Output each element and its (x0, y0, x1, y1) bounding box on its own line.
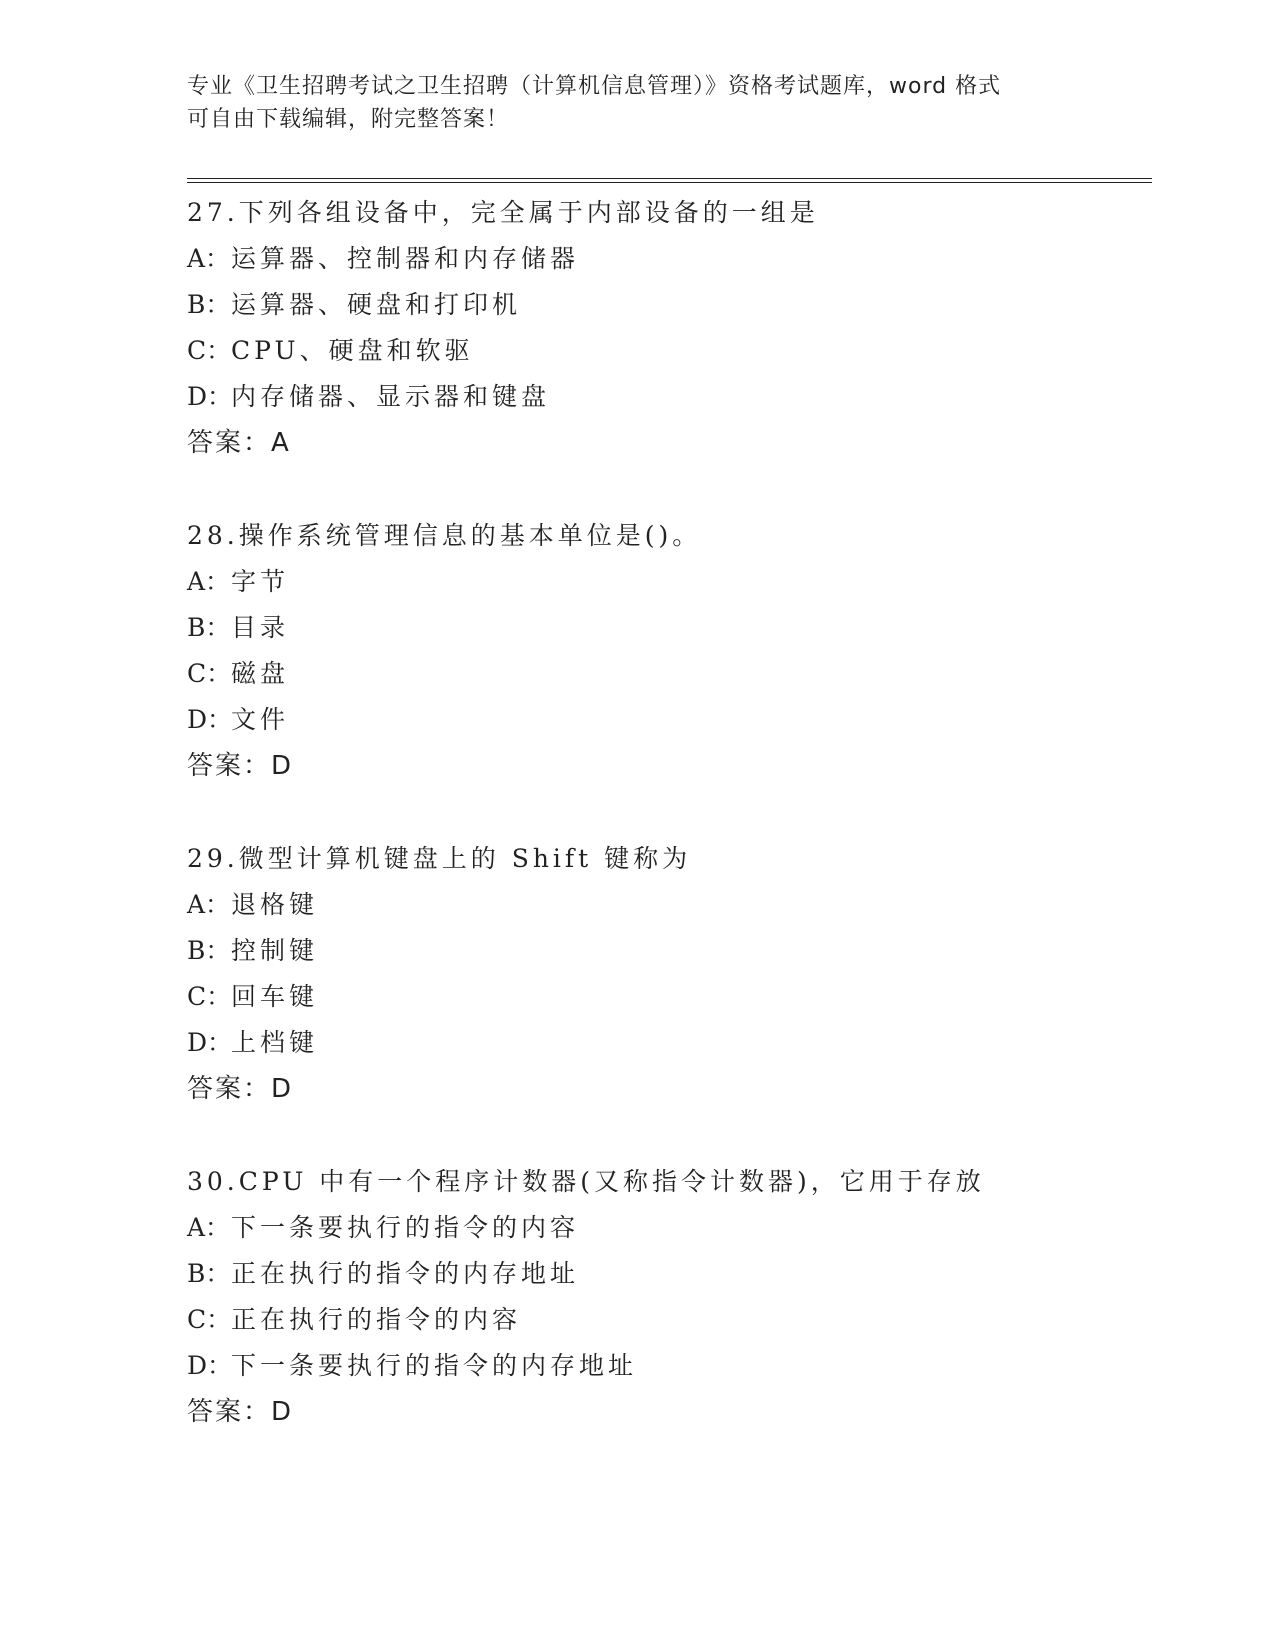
option-text: 字节 (231, 567, 290, 596)
option-text: 回车键 (231, 982, 319, 1011)
option-text: 内存储器、显示器和键盘 (231, 382, 551, 411)
question-stem: 29.微型计算机键盘上的 Shift 键称为 (187, 844, 692, 873)
option-b (187, 928, 1167, 974)
header-line-1: 专业《卫生招聘考试之卫生招聘（计算机信息管理）》资格考试题库，word 格式 (187, 74, 1002, 99)
page-header (187, 70, 1087, 136)
answer: 答案：D (187, 1074, 294, 1104)
option-text: 控制键 (231, 936, 319, 965)
option-d (187, 1343, 1167, 1389)
answer: 答案：A (187, 428, 291, 458)
option-b (187, 1251, 1167, 1297)
option-c (187, 651, 1167, 697)
option-a (187, 236, 1167, 282)
question-30 (187, 1159, 1167, 1435)
option-text: 正在执行的指令的内容 (231, 1305, 522, 1334)
option-a (187, 559, 1167, 605)
header-rule-bottom (187, 182, 1152, 183)
question-list (187, 190, 1167, 1482)
option-text: 目录 (231, 613, 290, 642)
question-stem: 30.CPU 中有一个程序计数器(又称指令计数器)，它用于存放 (187, 1167, 985, 1196)
option-label: D： (187, 382, 233, 411)
answer: 答案：D (187, 1397, 294, 1427)
option-text: 下一条要执行的指令的内存地址 (231, 1351, 638, 1380)
option-a (187, 882, 1167, 928)
option-label: C： (187, 659, 232, 688)
option-d (187, 697, 1167, 743)
option-label: B： (187, 290, 231, 319)
option-b (187, 282, 1167, 328)
option-text: 运算器、硬盘和打印机 (231, 290, 522, 319)
header-rule-top (187, 178, 1152, 179)
option-label: D： (187, 1351, 233, 1380)
header-line-2: 可自由下载编辑，附完整答案！ (187, 107, 510, 132)
option-label: A： (187, 244, 231, 273)
option-d (187, 374, 1167, 420)
option-a (187, 1205, 1167, 1251)
question-29 (187, 836, 1167, 1112)
option-text: CPU、硬盘和软驱 (231, 336, 474, 365)
option-c (187, 974, 1167, 1020)
option-label: C： (187, 336, 232, 365)
option-label: A： (187, 1213, 231, 1242)
option-text: 运算器、控制器和内存储器 (231, 244, 580, 273)
option-text: 文件 (231, 705, 290, 734)
option-text: 上档键 (231, 1028, 319, 1057)
option-d (187, 1020, 1167, 1066)
option-c (187, 328, 1167, 374)
option-label: C： (187, 982, 232, 1011)
option-text: 退格键 (231, 890, 319, 919)
option-label: B： (187, 613, 231, 642)
option-text: 下一条要执行的指令的内容 (231, 1213, 580, 1242)
option-label: A： (187, 567, 231, 596)
option-label: D： (187, 705, 233, 734)
option-text: 磁盘 (231, 659, 290, 688)
question-27 (187, 190, 1167, 466)
option-label: B： (187, 1259, 231, 1288)
option-text: 正在执行的指令的内存地址 (231, 1259, 580, 1288)
option-label: B： (187, 936, 231, 965)
option-label: C： (187, 1305, 232, 1334)
question-stem: 27.下列各组设备中，完全属于内部设备的一组是 (187, 198, 819, 227)
question-stem: 28.操作系统管理信息的基本单位是()。 (187, 521, 702, 550)
question-28 (187, 513, 1167, 789)
option-label: D： (187, 1028, 233, 1057)
option-label: A： (187, 890, 231, 919)
option-b (187, 605, 1167, 651)
answer: 答案：D (187, 751, 294, 781)
option-c (187, 1297, 1167, 1343)
